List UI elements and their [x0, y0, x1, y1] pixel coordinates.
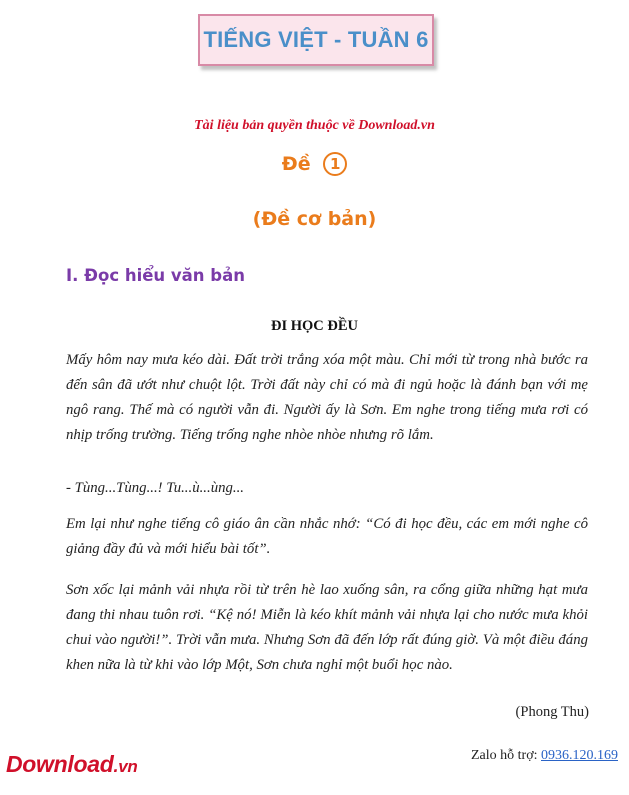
document-title: TIẾNG VIỆT - TUẦN 6	[198, 14, 434, 66]
zalo-label: Zalo hỗ trợ:	[471, 748, 541, 763]
passage-paragraph: Em lại như nghe tiếng cô giáo ân cần nhắc nhớ: “Có đi học đều, các em mới nghe cô giảng đầy đủ và mới hiểu bài tốt”.	[66, 516, 588, 557]
passage-title: ĐI HỌC ĐỀU	[270, 318, 358, 334]
logo-dot: .	[113, 756, 119, 776]
passage-paragraph: - Tùng...Tùng...! Tu...ù...ùng...	[66, 480, 244, 496]
exam-label	[0, 152, 629, 176]
passage-paragraph: Sơn xốc lại mảnh vải nhựa rồi từ trên hè lao xuống sân, ra cổng giữa những hạt mưa đang thi nhau tuôn rơi. “Kệ nó! Miễn là kéo khít mảnh vải nhựa lại cho nước mưa khỏi chui vào người!”. Trời vẫn mưa. Nhưng Sơn đã đến lớp rất đúng giờ. Và một điều đáng khen nữa là từ khi vào lớp Một, Sơn chưa nghỉ một buổi học nào.	[66, 582, 588, 673]
copyright-notice: Tài liệu bản quyền thuộc về Download.vn	[194, 118, 435, 133]
logo-tld: vn	[118, 757, 138, 776]
passage-paragraph: Mấy hôm nay mưa kéo dài. Đất trời trắng xóa một màu. Chỉ mới từ trong nhà bước ra đến sân đã ướt như chuột lột. Trời đất này chỉ có mà đi ngủ hoặc là đánh bạn với mẹ ngô rang. Thế mà có người vẫn đi. Người ấy là Sơn. Em nghe trong tiếng mưa rơi có nhịp trống trường. Tiếng trống nghe nhòe nhòe nhưng rõ lắm.	[66, 352, 588, 443]
exam-label-text: Đề	[281, 153, 311, 175]
zalo-phone-link[interactable]: 0936.120.169	[541, 748, 618, 763]
zalo-support	[471, 748, 618, 764]
exam-subtitle: (Đề cơ bản)	[252, 208, 377, 230]
download-logo[interactable]	[6, 751, 137, 778]
section-heading: I. Đọc hiểu văn bản	[66, 266, 245, 285]
logo-main: Download	[6, 751, 114, 777]
exam-number-circle: 1	[323, 152, 347, 176]
passage-author: (Phong Thu)	[515, 704, 589, 720]
